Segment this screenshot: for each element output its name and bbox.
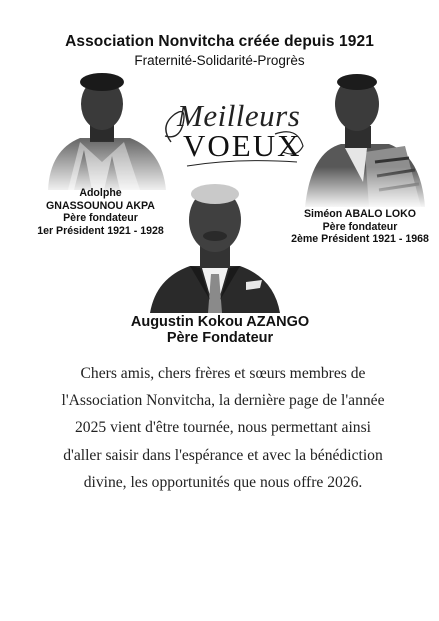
founder-2-title: 2ème Président 1921 - 1968: [291, 233, 429, 245]
caption-founder-3: [120, 314, 320, 346]
meilleurs-voeux-logo: [157, 96, 307, 176]
founder-2-role: Père fondateur: [322, 220, 398, 233]
message-line: 2025 vient d'être tournée, nous permettant ainsi: [75, 419, 371, 437]
message-line: d'aller saisir dans l'espérance et avec la bénédiction: [63, 446, 383, 464]
caption-founder-1: [18, 187, 183, 237]
caption-founder-2: [285, 208, 435, 246]
logo-caps-text: VOEUX: [183, 128, 302, 163]
founder-3-name: Augustin Kokou AZANGO: [130, 314, 310, 330]
association-motto: Fraternité-Solidarité-Progrès: [134, 53, 305, 68]
message-line: l'Association Nonvitcha, la dernière page de l'année: [61, 392, 385, 410]
logo-script-text: Meilleurs: [177, 98, 301, 133]
message-line: divine, les opportunités que nous offre 2026.: [83, 473, 363, 491]
founder-1-title: 1er Président 1921 - 1928: [37, 224, 164, 237]
founder-1-last-name: GNASSOUNOU AKPA: [46, 199, 155, 212]
portrait-founder-2: [305, 72, 425, 207]
founder-1-first-name: Adolphe: [79, 187, 122, 199]
founder-2-name: Siméon ABALO LOKO: [303, 208, 417, 220]
message-line: Chers amis, chers frères et sœurs membres de: [80, 365, 366, 382]
founder-1-role: Père fondateur: [63, 212, 138, 224]
founder-3-role: Père Fondateur: [166, 330, 274, 346]
greeting-message: [38, 360, 408, 496]
association-title: Association Nonvitcha créée depuis 1921: [65, 33, 374, 50]
portrait-founder-1: [40, 70, 170, 190]
